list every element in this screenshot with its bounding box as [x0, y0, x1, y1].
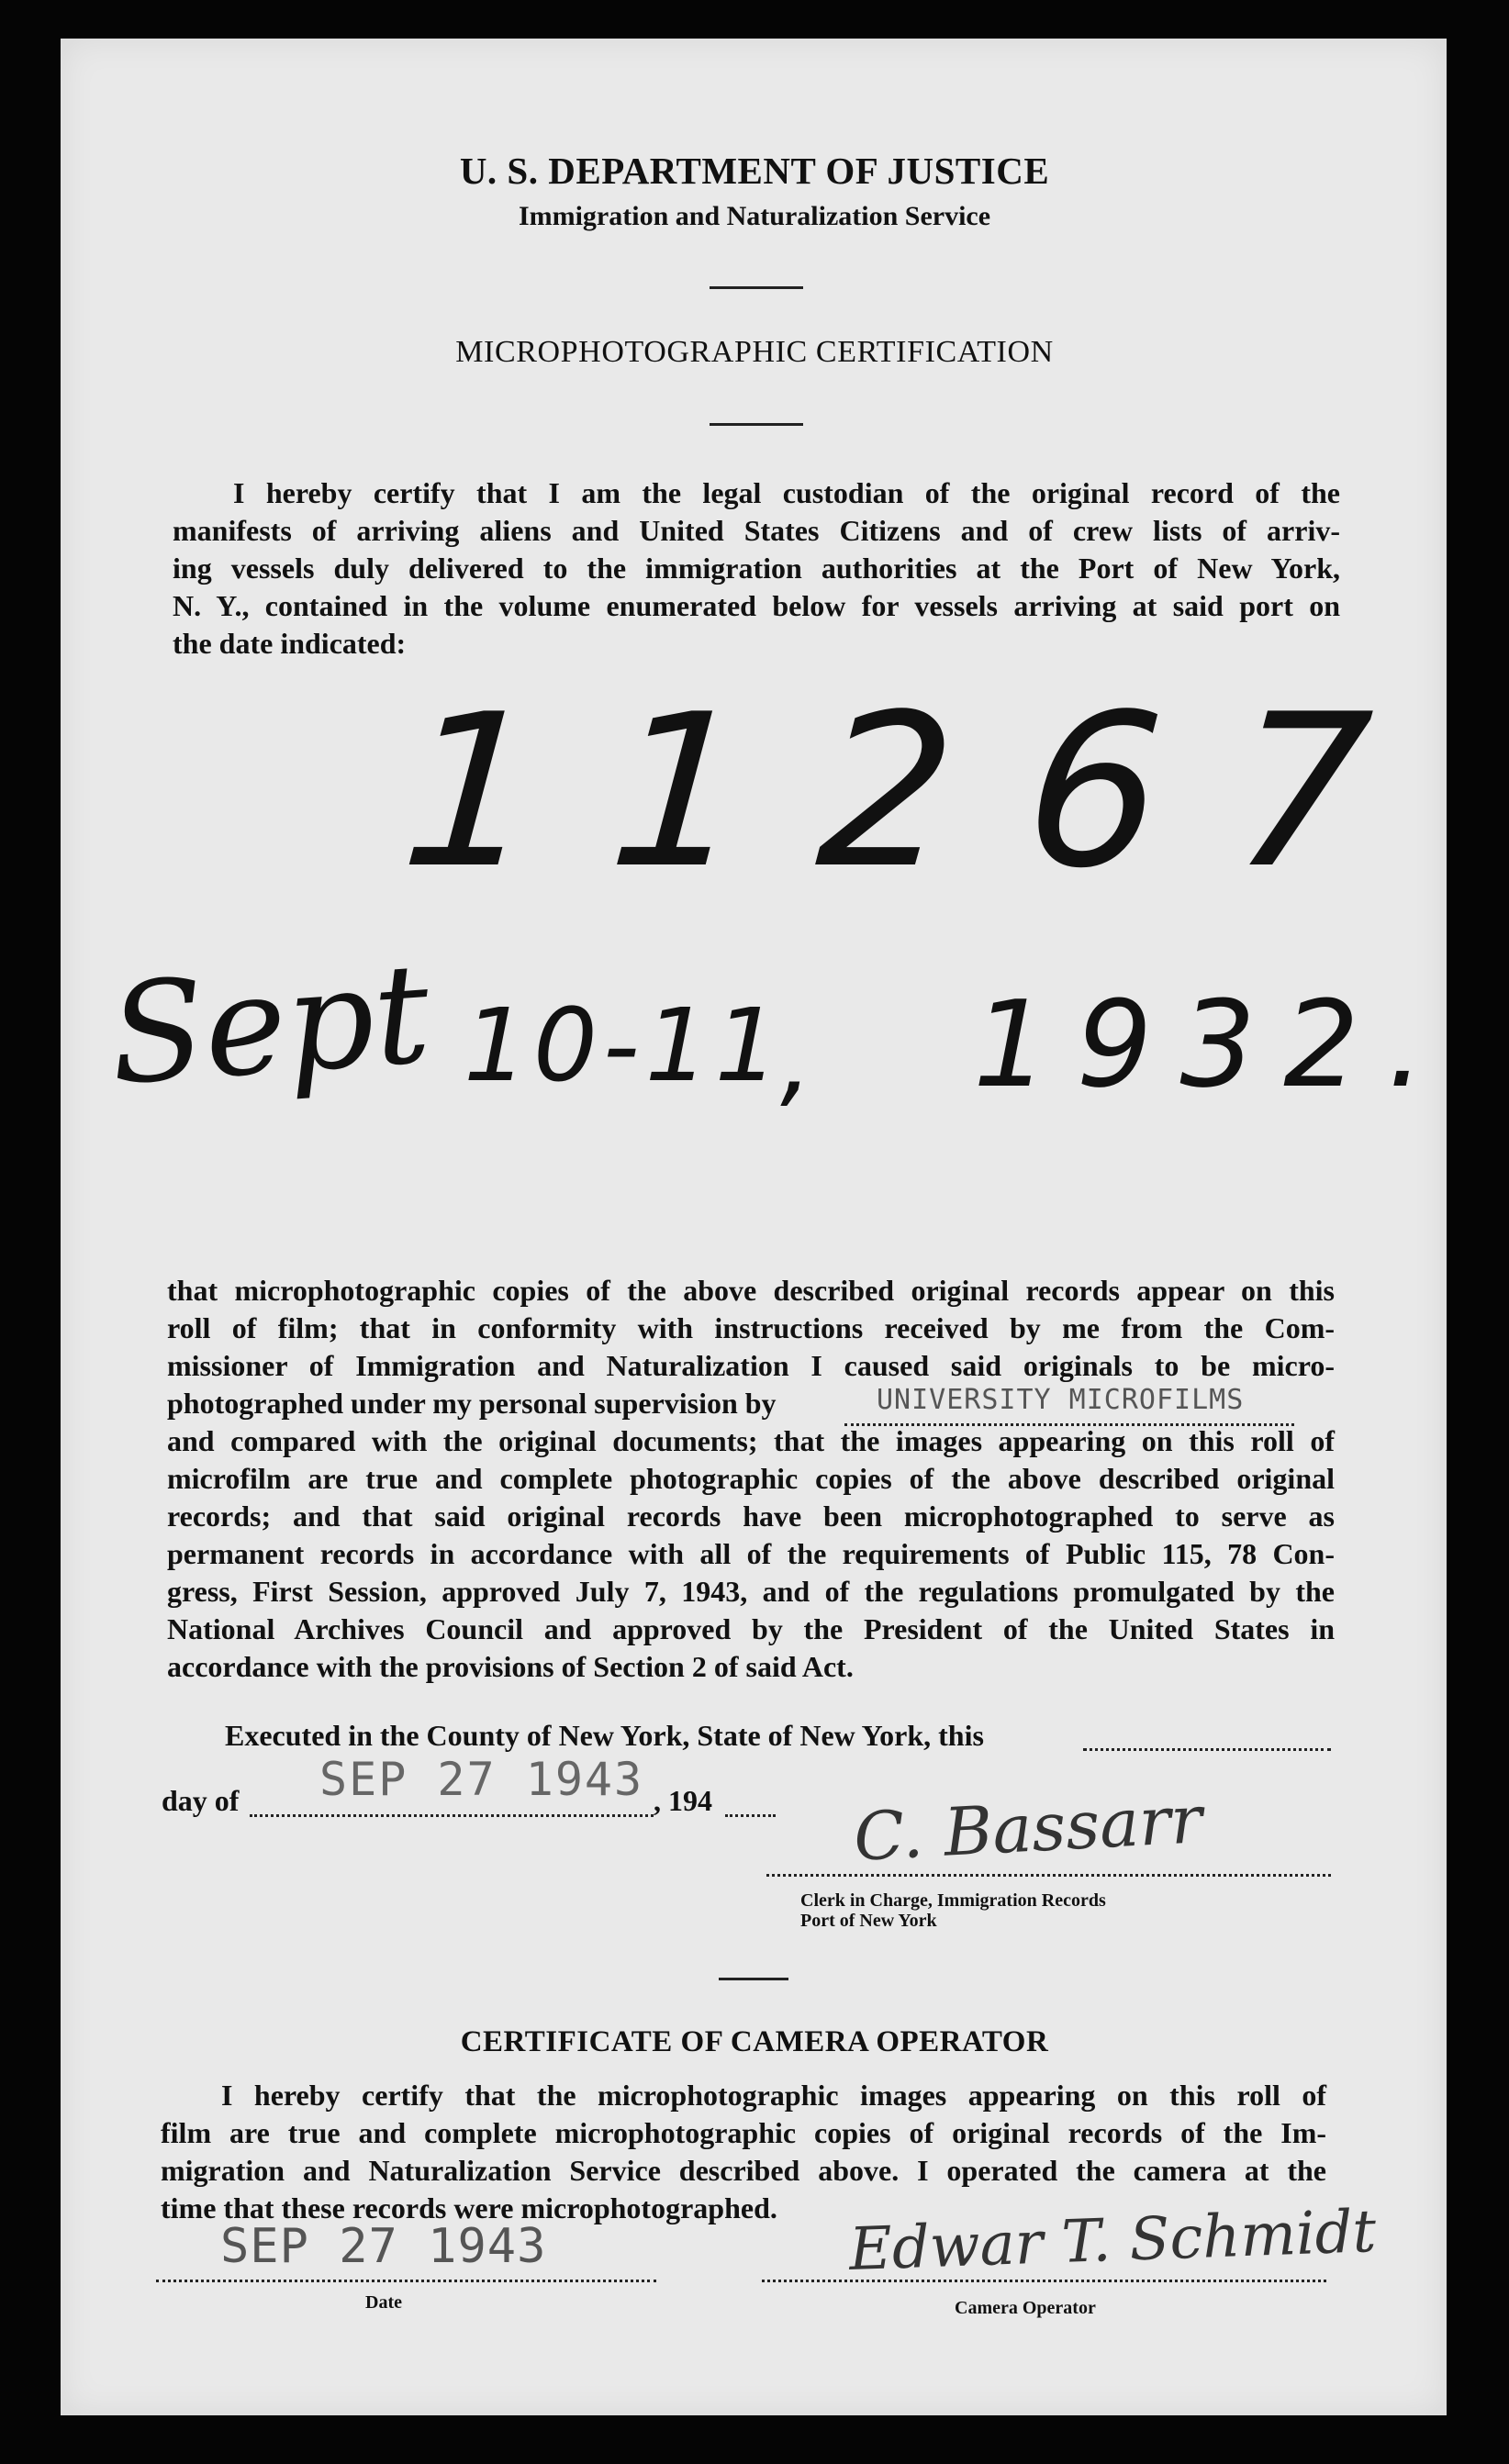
intro-line: the date indicated:: [173, 627, 407, 660]
date-dotted-line: [156, 2280, 656, 2282]
certification-title: MICROPHOTOGRAPHIC CERTIFICATION: [455, 335, 1054, 369]
executed-date-stamp: SEP 27 1943: [319, 1753, 644, 1806]
body-line: accordance with the provisions of Section 2 of said Act.: [167, 1650, 854, 1683]
handwritten-date-year: 1932.: [973, 975, 1453, 1114]
body-paragraph: [167, 1272, 1335, 1686]
body-line: National Archives Council and approved by the President of the United States in: [167, 1612, 1335, 1645]
section-divider: [719, 1978, 788, 1980]
body-line: microfilm are true and complete photographic copies of the above described original: [167, 1462, 1335, 1495]
title-divider: [710, 423, 803, 426]
handwritten-volume-number: 11267: [395, 670, 1452, 915]
camera-line: migration and Naturalization Service described above. I operated the camera at the: [161, 2154, 1326, 2187]
date-label: Date: [365, 2292, 402, 2313]
supervision-stamp: UNIVERSITY MICROFILMS: [877, 1384, 1245, 1416]
intro-line: manifests of arriving aliens and United States Citizens and of crew lists of arriv-: [173, 514, 1340, 547]
body-line: gress, First Session, approved July 7, 1943, and of the regulations promulgated by the: [167, 1575, 1335, 1608]
handwritten-date-comma: ,: [780, 1000, 812, 1118]
body-line: and compared with the original documents; that the images appearing on this roll of: [167, 1424, 1335, 1457]
body-line: permanent records in accordance with all of the requirements of Public 115, 78 Con-: [167, 1537, 1335, 1570]
department-heading: U. S. DEPARTMENT OF JUSTICE: [459, 150, 1050, 192]
supervision-dotted-line: [844, 1423, 1294, 1426]
operator-signature-line: [762, 2280, 1326, 2282]
clerk-title-line: Clerk in Charge, Immigration Records: [800, 1890, 1106, 1911]
intro-line: N. Y., contained in the volume enumerated below for vessels arriving at said port on: [173, 589, 1340, 622]
executed-line: [225, 1717, 1143, 1755]
year-dotted-line: [725, 1814, 776, 1817]
intro-paragraph: [173, 474, 1340, 663]
intro-line: I hereby certify that I am the legal custodian of the original record of the: [233, 476, 1340, 509]
day-of-label: day of: [162, 1784, 240, 1817]
supervision-prefix: photographed under my personal supervision by: [167, 1387, 777, 1420]
intro-line: ing vessels duly delivered to the immigration authorities at the Port of New York,: [173, 552, 1340, 585]
body-line: that microphotographic copies of the above described original records appear on this: [167, 1274, 1335, 1307]
operator-label: Camera Operator: [955, 2298, 1096, 2318]
camera-line: I hereby certify that the microphotographic images appearing on this roll of: [221, 2079, 1326, 2112]
clerk-signature: C. Bassarr: [852, 1780, 1204, 1876]
handwritten-date-days: 10-11: [464, 987, 785, 1104]
body-line: records; and that said original records have been microphotographed to serve as: [167, 1500, 1335, 1533]
year-prefix: , 194: [654, 1784, 712, 1817]
executed-text: Executed in the County of New York, State of New York, this: [225, 1719, 984, 1752]
clerk-title: [800, 1890, 1106, 1931]
body-line: roll of film; that in conformity with instructions received by me from the Com-: [167, 1311, 1335, 1344]
operator-signature: Edwar T. Schmidt: [847, 2198, 1378, 2284]
camera-certificate-paragraph: [161, 2077, 1326, 2227]
camera-date-stamp: SEP 27 1943: [220, 2219, 547, 2274]
service-subheading: Immigration and Naturalization Service: [518, 201, 991, 231]
camera-line: time that these records were microphotographed.: [161, 2191, 777, 2224]
camera-certificate-title: CERTIFICATE OF CAMERA OPERATOR: [460, 2025, 1049, 2058]
executed-dotted-line: [1083, 1748, 1331, 1751]
camera-line: film are true and complete microphotographic copies of original records of the Im-: [161, 2116, 1326, 2149]
body-line: missioner of Immigration and Naturalization I caused said originals to be micro-: [167, 1349, 1335, 1382]
header-divider: [710, 286, 803, 289]
clerk-title-line: Port of New York: [800, 1911, 937, 1931]
clerk-signature-line: [766, 1874, 1331, 1877]
handwritten-date-month: Sept: [105, 934, 435, 1116]
day-of-dotted-line: [250, 1814, 654, 1817]
